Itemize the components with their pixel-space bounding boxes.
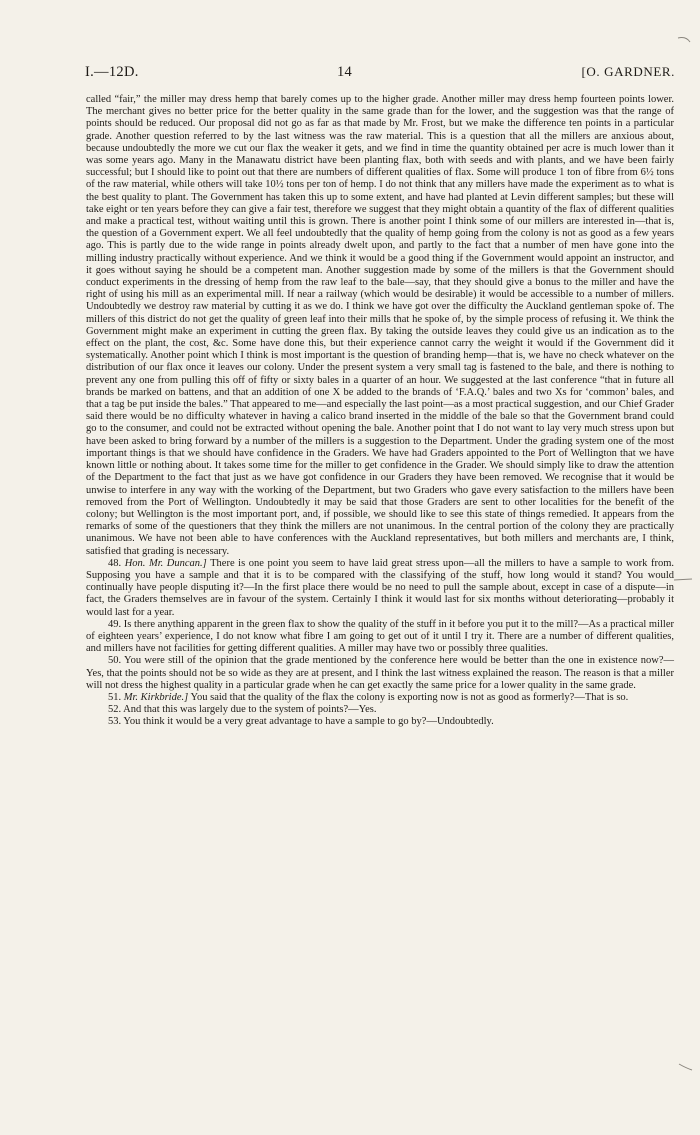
question-text: Is there anything apparent in the green flax to show the quality of the stuff in it before you put it to the mill?—As a practical miller of eighteen years’ experience, I do not know what fibre I am going to get out of it until I try it. There are a number of different qualities, and millers have not facilities for getting different qualities. A miller may have two or possibly three qualities. (86, 618, 675, 655)
question-number: 51. (108, 691, 122, 703)
question-number: 49. (108, 618, 122, 630)
body-text (86, 94, 674, 729)
paragraph-text: called “fair,” the miller may dress hemp that barely comes up to the higher grade. Another miller may dress hemp fourteen points lower. The merchant gives no better price for the better quality in the same grade than for the lower, and the suggestion was that the range of points should be reduced. Our proposal did not go as far as that made by Mr. Frost, but we make the difference ten points in a particular grade. Another question referred to by the last witness was the raw material. This is a question that all the millers are anxious about, because undoubtedly the more we cut our flax the weaker it gets, and we find in time the quantity obtained per acre is much lower than it was some years ago. Many in the Manawatu district have been planting flax, both with seeds and with plants, and we have been fairly successful; but I should like to point out that there are numbers of different qualities of flax. Some will produce 1 ton of fibre from 6½ tons of the raw material, while others will take 10½ tons per ton of hemp. I do not think that any millers have made the experiment as to what is the best quality to plant. The Government has taken this up to some extent, and have had planted at Levin different samples; but these will take eight or ten years before they can give a fair test, therefore we suggest that they might obtain a quantity of the flax of different qualities and make a practical test, without waiting until this is grown. There is another point I think some of our millers are interested in—that is, the question of a Government expert. We all feel undoubtedly that the quality of hemp going from the colony is not as good as a few years ago. This is partly due to the wide range in points already dwelt upon, and partly to the fact that a number of men have gone into the milling industry practically without experience. And we think it would be a good thing if the Government would appoint an instructor, and it goes without saying he should be a competent man. Another suggestion made by some of the millers is that the Government should conduct experiments in the dressing of hemp from the raw leaf to the bale—say, that they should give a bonus to the miller and have the right of using his mill as an experimental mill. If near a railway (which would be desirable) it would be accessible to a number of millers. Undoubtedly we destroy raw material by cutting it as we do. I think we have got over the difficulty the Auckland gentleman spoke of. The millers of this district do not get the quality of green leaf into their mills that he spoke of, by the simple process of refusing it. We think the Government might make an experiment in cutting the green flax. By taking the outside leaves they could give us an indication as to the effect on the plant, the cost, &c. Some have done this, but their experience cannot carry the weight it would if the Government did it systematically. Another point which I think is most important is the question of branding hemp—that is, we have no check whatever on the distribution of our flax once it leaves our colony. Under the present system a very small tag is fastened to the bale, and there is nothing to prevent any one from pulling this off of fifty or sixty bales in a quarter of an hour. We suggested at the last conference “that in future all brands be marked on battens, and that an addition of one X be added to the brands of ‘F.A.Q.’ bales and two Xs for ‘common’ bales, and that a tag be put inside the bales.” That appeared to me—and especially the last point—as a most practical suggestion, and our Chief Grader said there would be no difficulty whatever in having a calico brand inserted in the middle of the bale so that the Government brand could go to the consumer, and could not be extracted without opening the bale. Another point that I do not want to lay very much stress upon but have been asked to bring forward by a number of the millers is a suggestion to the Department. Under the grading system one of the most important things is that we should have confidence in the Graders. We have had Graders appointed to the Port of Wellington that we have known little or nothing about. It takes some time for the miller to get confidence in the Grader. We should simply like to draw the attention of the Department to the fact that just as we have got confidence in our Graders they have been removed. We recognise that it would be unwise to interfere in any way with the working of the Department, but two Graders who gave every satisfaction to the millers have been removed from the Port of Wellington. Undoubtedly it may be said that those Graders are sent to other localities for the benefit of the colony; but Wellington is the most important port, and, if possible, we should like to see this state of things remedied. It appears from the remarks of some of the questioners that they think the millers are not unanimous. In the central portion of the colony they are practically unanimous. We have not been able to have conferences with the Auckland representatives, but both millers and merchants are, I think, satisfied that grading is necessary. (86, 94, 674, 557)
question-number: 52. (108, 704, 122, 716)
question-53 (86, 716, 674, 728)
question-49 (86, 619, 674, 656)
scan-mark-bottom (676, 1060, 696, 1074)
question-52 (86, 704, 674, 716)
question-text: There is one point you seem to have laid great stress upon—all the millers to have a sample to work from. Supposing you have a sample and that it is to be compared with the classifying of the stuff, how long would it stand? You would continually have people disputing it?—In the first place there would be no need to pull the sample about, except in case of a dispute—in fact, the Graders themselves are in favour of the system. Certainly I think it would last for six months without deteriorating—probably it would last for a year. (86, 557, 675, 618)
paragraph-opening (86, 94, 674, 558)
scan-mark-middle (672, 575, 696, 585)
document-reference: I.—12D. (85, 64, 139, 80)
question-51 (86, 692, 674, 704)
question-text: And that this was largely due to the system of points?—Yes. (123, 704, 377, 716)
question-text: You think it would be a very great advantage to have a sample to go by?—Undoubtedly. (123, 716, 494, 728)
witness-name: [O. GARDNER. (581, 64, 675, 79)
question-text: You said that the quality of the flax the colony is exporting now is not as good as formerly?—That is so. (190, 691, 629, 703)
page-number: 14 (337, 64, 353, 80)
question-text: You were still of the opinion that the grade mentioned by the conference here would be better than the one in existence now?—Yes, that the points should not be so wide as they are at present, and I think the last witness explained the reason. The reason is that a miller will not dress the highest quality in a particular grade when he can get exactly the same price for a lower quality in the same grade. (86, 655, 674, 691)
scan-mark-top (676, 32, 696, 52)
page-header (85, 64, 675, 86)
speaker-label: Hon. Mr. Duncan.] (124, 557, 207, 569)
question-48 (86, 558, 674, 619)
speaker-label: Mr. Kirkbride.] (123, 691, 189, 703)
question-50 (86, 655, 674, 692)
question-number: 50. (108, 655, 122, 667)
question-number: 48. (108, 557, 122, 569)
question-number: 53. (108, 716, 122, 728)
